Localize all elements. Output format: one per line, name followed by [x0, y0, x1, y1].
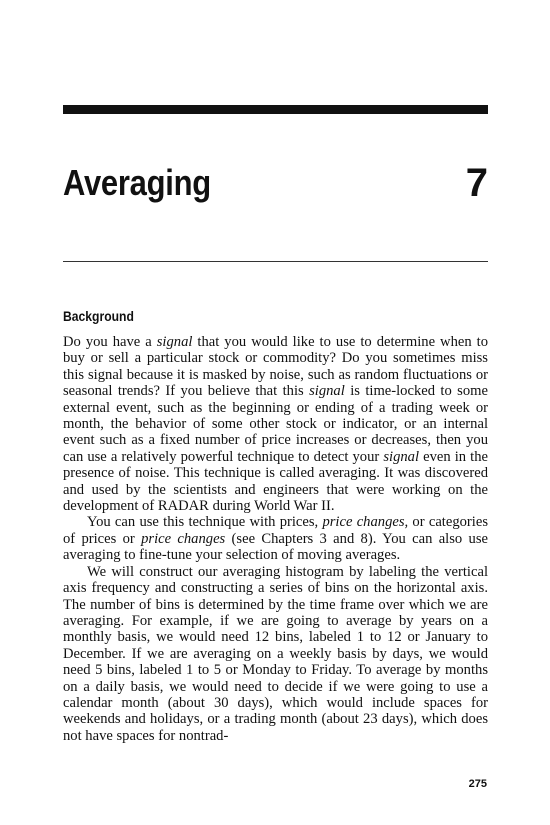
body-text	[63, 334, 488, 744]
page-number: 275	[468, 778, 487, 790]
text-run: that you would like to use to determine when to buy or sell a particular stock or commodity? Do you sometimes miss this signal because it is masked by noise, such as random fluctuations or seasonal trends? If you believe that this	[63, 334, 488, 400]
chapter-number: 7	[465, 161, 488, 205]
italic-run: price changes,	[322, 514, 409, 531]
text-run: or categories of prices or	[63, 514, 488, 547]
paragraph-1	[63, 334, 488, 514]
text-run: is time-locked to some external event, such as the beginning or ending of a trading week or month, the behavior of some other stock or indicator, or an internal event such as a fixed number of price increases or decreases, then you can use a relatively powerful technique to detect your	[63, 383, 488, 465]
paragraph-3	[63, 564, 488, 744]
chapter-top-rule	[63, 105, 488, 114]
paragraph-2	[63, 514, 488, 563]
text-run: even in the presence of noise. This technique is called averaging. It was discovered and used by the scientists and engineers that were working on the development of RADAR during World War II.	[63, 448, 488, 515]
italic-run: signal	[309, 383, 345, 400]
italic-run: signal	[383, 448, 420, 465]
section-heading: Background	[63, 309, 134, 324]
chapter-divider-rule	[63, 261, 488, 262]
text-run: (see Chapters 3 and 8). You can also use averaging to fine-tune your selection of moving averages.	[63, 530, 488, 564]
italic-run: price changes	[141, 530, 226, 547]
chapter-title: Averaging	[63, 162, 211, 203]
text-run: You can use this technique with prices,	[87, 514, 323, 531]
text-run: Do you have a	[63, 334, 157, 350]
text-run: We will construct our averaging histogram by labeling the vertical axis frequency and constructing a series of bins on the horizontal axis. The number of bins is determined by the time frame over which we are averaging. For example, if we are going to average by years on a monthly basis, we would need 12 bins, labeled 1 to 12 or January to December. If we are averaging on a weekly basis by days, we would need 5 bins, labeled 1 to 5 or Monday to Friday. To average by months on a daily basis, we would need to decide if we were going to use a calendar month (about 30 days), which would include spaces for weekends and holidays, or a trading month (about 23 days), which does not have spaces for nontrad-	[63, 563, 488, 744]
italic-run: signal	[156, 334, 193, 350]
